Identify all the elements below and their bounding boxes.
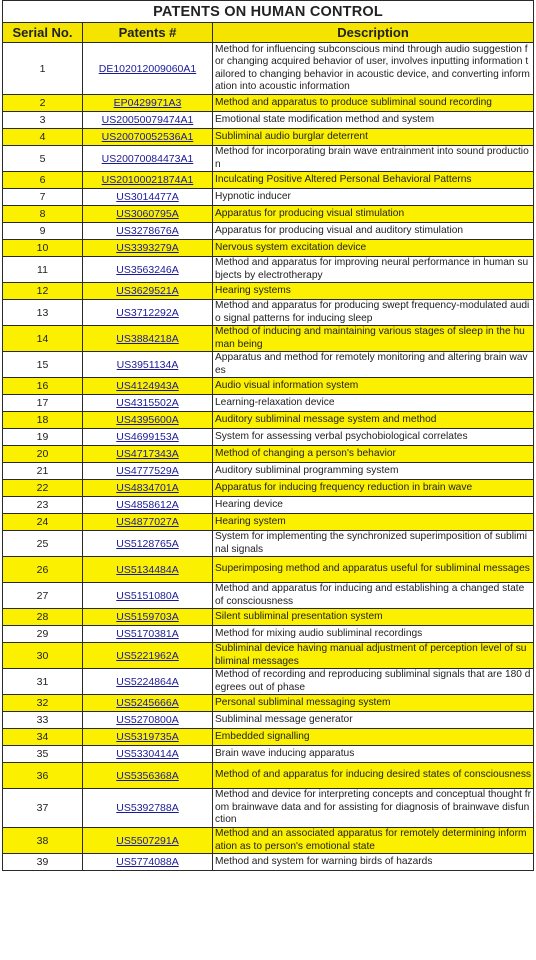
table-row [3, 129, 534, 146]
patent-link[interactable]: US4717343A [116, 448, 179, 460]
serial-cell: 12 [3, 283, 83, 300]
patent-link[interactable]: US5392788A [116, 802, 179, 814]
table-row [3, 300, 534, 326]
patent-link[interactable]: US4699153A [116, 431, 179, 443]
table-row [3, 189, 534, 206]
serial-cell: 21 [3, 463, 83, 480]
patent-cell [83, 283, 213, 300]
patent-cell [83, 828, 213, 854]
patent-link[interactable]: US5774088A [116, 856, 179, 868]
table-row [3, 583, 534, 609]
patent-cell [83, 189, 213, 206]
serial-cell: 9 [3, 223, 83, 240]
table-row [3, 828, 534, 854]
patent-link[interactable]: US4858612A [116, 499, 179, 511]
serial-cell: 37 [3, 789, 83, 828]
serial-cell: 27 [3, 583, 83, 609]
patent-cell [83, 557, 213, 583]
description-cell: Auditory subliminal message system and method [213, 412, 534, 429]
patent-link[interactable]: US3712292A [116, 306, 179, 319]
patent-cell [83, 854, 213, 871]
patent-link[interactable]: US3060795A [116, 208, 179, 220]
description-cell: Subliminal device having manual adjustment of perception level of subliminal messages [213, 643, 534, 669]
serial-cell: 35 [3, 746, 83, 763]
patent-link[interactable]: US5245666A [116, 697, 179, 709]
description-cell: Apparatus for producing visual stimulation [213, 206, 534, 223]
description-cell: Method of recording and reproducing subliminal signals that are 180 degrees out of phase [213, 669, 534, 695]
serial-cell: 2 [3, 95, 83, 112]
patent-cell [83, 206, 213, 223]
serial-cell: 30 [3, 643, 83, 669]
description-cell: Emotional state modification method and system [213, 112, 534, 129]
patent-link[interactable]: US5319735A [116, 731, 179, 743]
patent-cell [83, 412, 213, 429]
patent-link[interactable]: US5134484A [116, 563, 179, 576]
patent-cell [83, 223, 213, 240]
patents-table [2, 0, 534, 871]
patent-link[interactable]: US5170381A [116, 628, 179, 640]
table-row [3, 172, 534, 189]
table-title: PATENTS ON HUMAN CONTROL [3, 1, 534, 23]
description-cell: Method and apparatus for inducing and establishing a changed state of consciousness [213, 583, 534, 609]
patent-link[interactable]: US4877027A [116, 516, 179, 528]
header-row [3, 23, 534, 43]
serial-cell: 20 [3, 446, 83, 463]
patent-cell [83, 712, 213, 729]
description-cell: Subliminal audio burglar deterrent [213, 129, 534, 146]
patent-cell [83, 480, 213, 497]
patent-cell [83, 583, 213, 609]
description-cell: System for implementing the synchronized superimposition of subliminal signals [213, 531, 534, 557]
table-row [3, 283, 534, 300]
description-cell: Apparatus for producing visual and auditory stimulation [213, 223, 534, 240]
serial-cell: 22 [3, 480, 83, 497]
description-cell: Personal subliminal messaging system [213, 695, 534, 712]
serial-cell: 23 [3, 497, 83, 514]
patent-link[interactable]: US4777529A [116, 465, 179, 477]
description-cell: Method for mixing audio subliminal recordings [213, 626, 534, 643]
patent-cell [83, 300, 213, 326]
description-cell: Method and apparatus for improving neural performance in human subjects by electrotherapy [213, 257, 534, 283]
patent-link[interactable]: US3629521A [116, 285, 179, 297]
patent-cell [83, 531, 213, 557]
table-row [3, 326, 534, 352]
patent-link[interactable]: US4124943A [116, 380, 179, 392]
description-cell: Method of inducing and maintaining various stages of sleep in the human being [213, 326, 534, 352]
serial-cell: 10 [3, 240, 83, 257]
patent-cell [83, 446, 213, 463]
serial-cell: 6 [3, 172, 83, 189]
table-row [3, 378, 534, 395]
serial-cell: 32 [3, 695, 83, 712]
serial-cell: 11 [3, 257, 83, 283]
table-row [3, 854, 534, 871]
patent-cell [83, 746, 213, 763]
patent-link[interactable]: US3563246A [116, 263, 179, 276]
description-cell: Nervous system excitation device [213, 240, 534, 257]
serial-cell: 36 [3, 763, 83, 789]
patent-link[interactable]: US4395600A [116, 414, 179, 426]
patent-cell [83, 257, 213, 283]
serial-cell: 15 [3, 352, 83, 378]
patent-cell [83, 129, 213, 146]
serial-cell: 19 [3, 429, 83, 446]
serial-cell: 1 [3, 43, 83, 95]
patent-link[interactable]: US3393279A [116, 242, 179, 254]
table-row [3, 695, 534, 712]
patent-cell [83, 429, 213, 446]
description-cell: Hypnotic inducer [213, 189, 534, 206]
patent-cell [83, 395, 213, 412]
table-row [3, 206, 534, 223]
patent-link[interactable]: US5224864A [116, 675, 179, 688]
patent-link[interactable]: US20070052536A1 [101, 131, 194, 143]
description-cell: Inculcating Positive Altered Personal Behavioral Patterns [213, 172, 534, 189]
patent-cell [83, 146, 213, 172]
description-cell: Apparatus for inducing frequency reduction in brain wave [213, 480, 534, 497]
description-cell: Method for incorporating brain wave entrainment into sound production [213, 146, 534, 172]
column-header-description: Description [213, 23, 534, 43]
table-row [3, 240, 534, 257]
table-row [3, 789, 534, 828]
patent-link[interactable]: US20070084473A1 [101, 152, 194, 165]
table-row [3, 531, 534, 557]
description-cell: Method of changing a person's behavior [213, 446, 534, 463]
patent-link[interactable]: US3278676A [116, 225, 179, 237]
description-cell: Method and device for interpreting concepts and conceptual thought from brainwave data and for assisting for diagnosis of brainwave disfunction [213, 789, 534, 828]
patent-cell [83, 497, 213, 514]
serial-cell: 26 [3, 557, 83, 583]
patent-cell [83, 669, 213, 695]
patent-link[interactable]: US5151080A [116, 589, 179, 602]
table-row [3, 412, 534, 429]
patent-link[interactable]: US5159703A [116, 611, 179, 623]
patent-cell [83, 240, 213, 257]
patent-link[interactable]: US5270800A [116, 714, 179, 726]
patent-cell [83, 326, 213, 352]
patent-link[interactable]: EP0429971A3 [113, 97, 182, 109]
table-row [3, 446, 534, 463]
description-cell: Method and an associated apparatus for remotely determining information as to person's emotional state [213, 828, 534, 854]
patent-cell [83, 514, 213, 531]
patent-cell [83, 609, 213, 626]
patent-cell [83, 789, 213, 828]
serial-cell: 25 [3, 531, 83, 557]
table-row [3, 146, 534, 172]
table-body [3, 43, 534, 871]
table-row [3, 763, 534, 789]
patent-link[interactable]: US20100021874A1 [101, 174, 194, 186]
patent-cell [83, 172, 213, 189]
description-cell: Hearing system [213, 514, 534, 531]
patent-cell [83, 463, 213, 480]
patent-link[interactable]: DE102012009060A1 [98, 62, 197, 75]
description-cell: Silent subliminal presentation system [213, 609, 534, 626]
table-row [3, 95, 534, 112]
description-cell: Brain wave inducing apparatus [213, 746, 534, 763]
serial-cell: 33 [3, 712, 83, 729]
patent-link[interactable]: US5128765A [116, 537, 179, 550]
table-row [3, 112, 534, 129]
serial-cell: 29 [3, 626, 83, 643]
table-row [3, 352, 534, 378]
serial-cell: 17 [3, 395, 83, 412]
description-cell: Audio visual information system [213, 378, 534, 395]
patent-link[interactable]: US20050079474A1 [101, 114, 194, 126]
column-header-patent: Patents # [83, 23, 213, 43]
serial-cell: 5 [3, 146, 83, 172]
table-row [3, 395, 534, 412]
patent-cell [83, 352, 213, 378]
serial-cell: 13 [3, 300, 83, 326]
serial-cell: 39 [3, 854, 83, 871]
description-cell: Method for influencing subconscious mind through audio suggestion for changing acquired behavior of user, involves inputting information tailored to changing behavior in acoustic device, and converting information into acoustic information [213, 43, 534, 95]
table-row [3, 669, 534, 695]
description-cell: System for assessing verbal psychobiological correlates [213, 429, 534, 446]
table-row [3, 480, 534, 497]
table-row [3, 497, 534, 514]
description-cell: Superimposing method and apparatus useful for subliminal messages [213, 557, 534, 583]
patent-link[interactable]: US3951134A [116, 358, 179, 371]
patent-link[interactable]: US5507291A [116, 834, 179, 847]
patent-link[interactable]: US4834701A [116, 482, 179, 494]
table-row [3, 643, 534, 669]
table-row [3, 223, 534, 240]
serial-cell: 7 [3, 189, 83, 206]
description-cell: Subliminal message generator [213, 712, 534, 729]
serial-cell: 31 [3, 669, 83, 695]
description-cell: Hearing systems [213, 283, 534, 300]
patent-cell [83, 729, 213, 746]
patent-cell [83, 112, 213, 129]
patent-link[interactable]: US3014477A [116, 191, 179, 203]
table-row [3, 514, 534, 531]
patent-cell [83, 695, 213, 712]
table-row [3, 746, 534, 763]
serial-cell: 34 [3, 729, 83, 746]
column-header-serial: Serial No. [3, 23, 83, 43]
table-row [3, 43, 534, 95]
patent-link[interactable]: US5330414A [116, 748, 179, 760]
description-cell: Method and system for warning birds of hazards [213, 854, 534, 871]
patent-link[interactable]: US3884218A [116, 332, 179, 345]
serial-cell: 3 [3, 112, 83, 129]
patent-cell [83, 378, 213, 395]
table-row [3, 557, 534, 583]
patent-link[interactable]: US5221962A [116, 649, 179, 662]
patent-cell [83, 643, 213, 669]
patent-link[interactable]: US4315502A [116, 397, 179, 409]
table-row [3, 463, 534, 480]
patent-link[interactable]: US5356368A [116, 769, 179, 782]
table-row [3, 429, 534, 446]
table-row [3, 257, 534, 283]
patent-cell [83, 95, 213, 112]
patent-cell [83, 626, 213, 643]
description-cell: Method and apparatus for producing swept frequency-modulated audio signal patterns for inducing sleep [213, 300, 534, 326]
serial-cell: 14 [3, 326, 83, 352]
description-cell: Apparatus and method for remotely monitoring and altering brain waves [213, 352, 534, 378]
patent-cell [83, 43, 213, 95]
serial-cell: 18 [3, 412, 83, 429]
description-cell: Method of and apparatus for inducing desired states of consciousness [213, 763, 534, 789]
serial-cell: 4 [3, 129, 83, 146]
description-cell: Learning-relaxation device [213, 395, 534, 412]
serial-cell: 16 [3, 378, 83, 395]
description-cell: Hearing device [213, 497, 534, 514]
table-row [3, 729, 534, 746]
table-row [3, 712, 534, 729]
serial-cell: 8 [3, 206, 83, 223]
patent-cell [83, 763, 213, 789]
table-row [3, 609, 534, 626]
serial-cell: 24 [3, 514, 83, 531]
description-cell: Auditory subliminal programming system [213, 463, 534, 480]
serial-cell: 28 [3, 609, 83, 626]
table-row [3, 626, 534, 643]
description-cell: Method and apparatus to produce subliminal sound recording [213, 95, 534, 112]
description-cell: Embedded signalling [213, 729, 534, 746]
serial-cell: 38 [3, 828, 83, 854]
